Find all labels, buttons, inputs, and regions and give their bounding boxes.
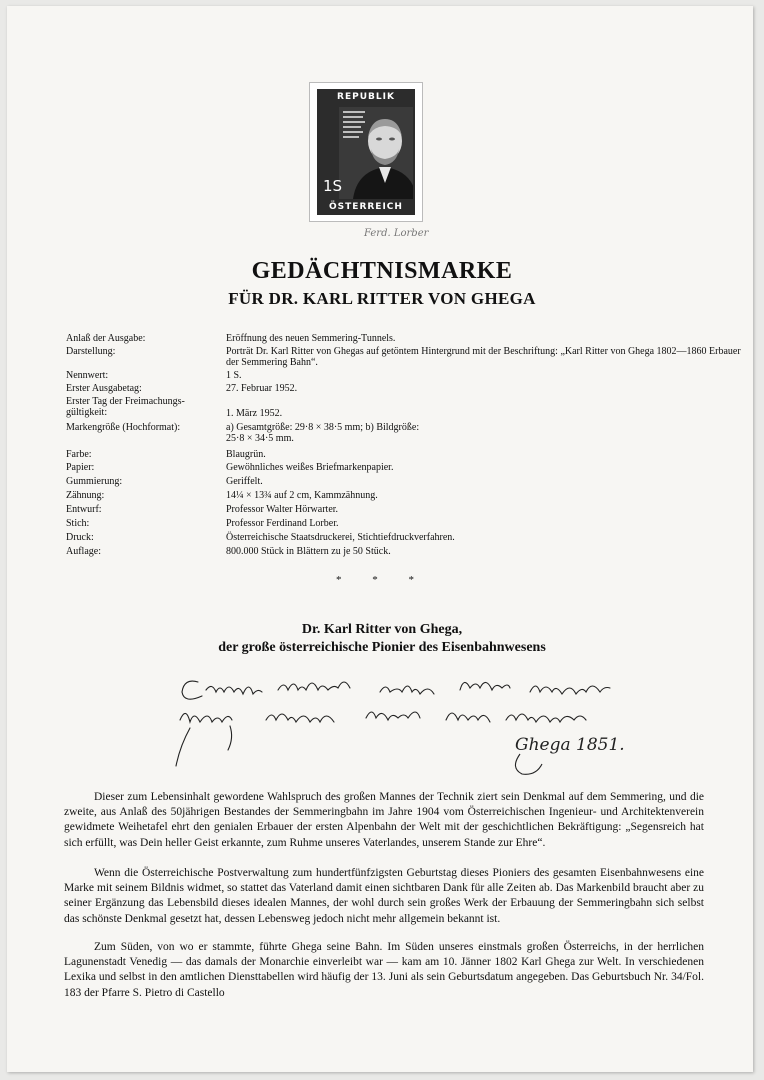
- info-value: 14¼ × 13¾ auf 2 cm, Kammzähnung.: [226, 490, 378, 501]
- info-value: 1. März 1952.: [226, 408, 283, 419]
- section-divider-stars: * * *: [336, 574, 428, 586]
- section-heading-line2: der große österreichische Pionier des Eisenbahnwesens: [218, 640, 546, 655]
- page-subtitle: FÜR DR. KARL RITTER VON GHEGA: [228, 289, 536, 308]
- stamp-country-top: REPUBLIK: [337, 92, 395, 102]
- section-heading-line1: Dr. Karl Ritter von Ghega,: [301, 622, 463, 637]
- info-value: Blaugrün.: [226, 449, 266, 460]
- info-value: 27. Februar 1952.: [226, 383, 298, 394]
- info-value: Österreichische Staatsdruckerei, Stichtiefdruckverfahren.: [226, 532, 455, 543]
- signature-text: Ghega 1851.: [515, 735, 625, 755]
- ghega-portrait-icon: [339, 107, 413, 199]
- stamp-denomination: 1S: [323, 177, 343, 195]
- info-label: Darstellung:: [66, 346, 116, 357]
- signature-flourish-icon: [515, 754, 542, 774]
- page-title: GEDÄCHTNISMARKE: [251, 258, 513, 284]
- info-label: Nennwert:: [66, 370, 109, 381]
- info-label: Zähnung:: [66, 490, 105, 501]
- info-label: Farbe:: [66, 449, 92, 460]
- info-label: Anlaß der Ausgabe:: [66, 333, 146, 344]
- body-paragraph: Zum Süden, von wo er stammte, führte Ghega seine Bahn. Im Süden unseres einstmals großen Österreichs, in der herrlichen Lagunenstadt Venedig — das damals der Monarchie einverleibt war — kam am 10. Jänner 1802 Karl Ghega zur Welt. In verschiedenen Lexika und selbst in den amtlichen Diensttabellen wird häufig der 13. Juni als sein Geburtsdatum angegeben. Das Geburtsbuch Nr. 34/Fol. 183 der Pfarre S. Pietro di Castello: [64, 941, 704, 999]
- info-label: Papier:: [66, 462, 95, 473]
- info-label: Entwurf:: [66, 504, 102, 515]
- info-value: Eröffnung des neuen Semmering-Tunnels.: [226, 333, 396, 344]
- info-value: 800.000 Stück in Blättern zu je 50 Stück.: [226, 546, 391, 557]
- info-label: Erster Ausgabetag:: [66, 383, 142, 394]
- info-value: a) Gesamtgröße: 29·8 × 38·5 mm; b) Bildgröße: 25·8 × 34·5 mm.: [226, 422, 420, 444]
- info-value: Porträt Dr. Karl Ritter von Ghegas auf getöntem Hintergrund mit der Beschriftung: „Karl Ritter von Ghega 1802—1860 Erbauer der Semmering Bahn“.: [226, 346, 741, 368]
- info-label: Erster Tag der Freimachungs-gültigkeit:: [66, 396, 185, 418]
- handwritten-motto-signature: [170, 668, 670, 780]
- postage-stamp: [309, 82, 423, 222]
- body-paragraph: Dieser zum Lebensinhalt gewordene Wahlspruch des großen Mannes der Technik ziert sein Denkmal auf dem Semmering, und die zweite, aus Anlaß des 50jährigen Bestandes der Semmeringbahn im Jahre 1904 vom Österreichischen Ingenieur- und Architektenverein gewidmete Weihetafel ehrt den genialen Erbauer der ersten Alpenbahn der Welt mit der geschichtlichen Bekräftigung: „Segensreich hat sich erfüllt, was Dein heller Geist erkannte, zum Ruhme unseres Vaterlandes, unserem Stande zur Ehre“.: [64, 791, 704, 849]
- info-label: Gummierung:: [66, 476, 123, 487]
- info-value: 1 S.: [226, 370, 242, 381]
- info-value: Geriffelt.: [226, 476, 263, 487]
- info-label: Druck:: [66, 532, 94, 543]
- stamp-image: [317, 89, 415, 215]
- pencil-annotation: Ferd. Lorber: [364, 228, 429, 239]
- info-label: Markengröße (Hochformat):: [66, 422, 181, 433]
- info-value: Professor Walter Hörwarter.: [226, 504, 339, 515]
- info-value: Professor Ferdinand Lorber.: [226, 518, 339, 529]
- info-value: Gewöhnliches weißes Briefmarkenpapier.: [226, 462, 394, 473]
- body-paragraph: Wenn die Österreichische Postverwaltung zum hundertfünfzigsten Geburtstag dieses Pioniers des gesamten Eisenbahnwesens eine Marke mit seinem Bildnis widmet, so stattet das Vaterland damit einen sichtbaren Dank für alle Zeiten ab. Das Markenbild braucht aber zu seiner Ergänzung das Lebensbild dieses idealen Mannes, der wohl durch sein großes Werk der Erbauung der Semmeringbahn sich selbst das schönste Denkmal gesetzt hat, dessen Lebensweg jedoch nicht mehr allgemein bekannt ist.: [64, 867, 704, 925]
- info-label: Stich:: [66, 518, 90, 529]
- info-label: Auflage:: [66, 546, 101, 557]
- stamp-country-bottom: ÖSTERREICH: [329, 202, 403, 212]
